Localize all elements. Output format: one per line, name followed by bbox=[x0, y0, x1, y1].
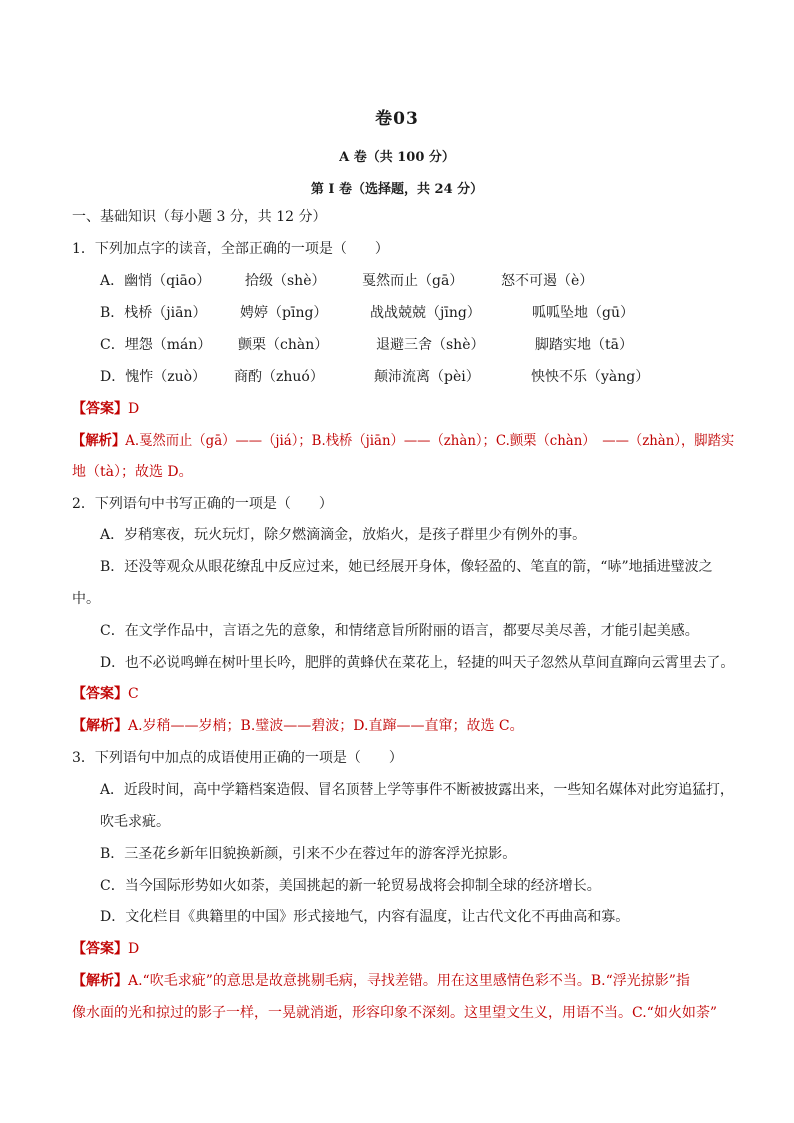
q1-b-2: 娉婷（pīng） bbox=[240, 305, 328, 321]
page-title: 卷03 bbox=[375, 109, 419, 129]
q3-option-b: B．三圣花乡新年旧貌换新颜，引来不少在蓉过年的游客浮光掠影。 bbox=[100, 846, 517, 862]
q1-c-2: 颤栗（chàn） bbox=[238, 337, 329, 353]
analysis-text: A.“吹毛求疵”的意思是故意挑剔毛病，寻找差错。用在这里感情色彩不当。B.“浮光掠影”指 bbox=[128, 973, 690, 989]
q3-option-c: C．当今国际形势如火如荼，美国挑起的新一轮贸易战将会抑制全球的经济增长。 bbox=[100, 878, 601, 894]
q3-option-a: A．近段时间，高中学籍档案造假、冒名顶替上学等事件不断被披露出来，一些知名媒体对此穷追猛打， bbox=[100, 782, 734, 798]
answer-value: D bbox=[128, 941, 140, 957]
q1-analysis-cont: 地（tà）；故选 D。 bbox=[72, 464, 193, 480]
answer-label: 【答案】 bbox=[72, 686, 128, 702]
q1-b-4: 呱呱坠地（gū） bbox=[532, 305, 634, 321]
q1-c-1: C．埋怨（mán） bbox=[100, 337, 212, 353]
answer-label: 【答案】 bbox=[72, 401, 128, 417]
q2-option-a: A．岁稍寒夜，玩火玩灯，除夕燃滴滴金，放焰火，是孩子群里少有例外的事。 bbox=[100, 527, 587, 543]
q2-analysis bbox=[72, 716, 524, 736]
q1-c-4: 脚踏实地（tā） bbox=[535, 337, 633, 353]
q2-stem: 2．下列语句中书写正确的一项是（ ） bbox=[72, 496, 333, 512]
q3-answer bbox=[72, 939, 139, 959]
q3-option-d: D．文化栏目《典籍里的中国》形式接地气，内容有温度，让古代文化不再曲高和寡。 bbox=[100, 909, 630, 925]
q1-stem: 1．下列加点字的读音，全部正确的一项是（ ） bbox=[72, 241, 389, 257]
q2-answer bbox=[72, 684, 139, 704]
q3-option-a-cont: 吹毛求疵。 bbox=[100, 814, 170, 830]
section-heading: 一、基础知识（每小题 3 分，共 12 分） bbox=[72, 209, 327, 225]
q2-option-b-cont: 中。 bbox=[72, 591, 100, 607]
q1-c-3: 退避三舍（shè） bbox=[376, 337, 485, 353]
analysis-label: 【解析】 bbox=[72, 718, 128, 734]
analysis-text: A.戛然而止（gā）——（jiá）；B.栈桥（jiān）——（zhàn）；C.颤栗（chàn） ——（zhàn），脚踏实 bbox=[125, 433, 735, 449]
q1-d-3: 颠沛流离（pèi） bbox=[374, 369, 480, 385]
q3-stem: 3．下列语句中加点的成语使用正确的一项是（ ） bbox=[72, 750, 403, 766]
q1-answer bbox=[72, 399, 139, 419]
q3-analysis bbox=[72, 971, 690, 991]
q1-a-3: 戛然而止（gā） bbox=[362, 273, 464, 289]
q2-option-b: B．还没等观众从眼花缭乱中反应过来，她已经展开身体，像轻盈的、笔直的箭，“哧”地插进璧波之 bbox=[100, 559, 713, 575]
q2-option-d: D．也不必说鸣蝉在树叶里长吟，肥胖的黄蜂伏在菜花上，轻捷的叫天子忽然从草间直蹿向云霄里去了。 bbox=[100, 655, 735, 671]
analysis-label: 【解析】 bbox=[72, 433, 126, 449]
q1-a-4: 怒不可遏（è） bbox=[501, 273, 594, 289]
analysis-text: A.岁稍——岁梢；B.璧波——碧波；D.直蹿——直窜；故选 C。 bbox=[128, 718, 524, 734]
q1-d-1: D．愧怍（zuò） bbox=[100, 369, 207, 385]
analysis-label: 【解析】 bbox=[72, 973, 128, 989]
q1-analysis bbox=[72, 431, 734, 451]
q1-d-4: 怏怏不乐（yàng） bbox=[531, 369, 650, 385]
answer-label: 【答案】 bbox=[72, 941, 128, 957]
q1-a-2: 拾级（shè） bbox=[245, 273, 326, 289]
part-subtitle: 第 I 卷（选择题，共 24 分） bbox=[310, 182, 484, 197]
answer-value: C bbox=[128, 686, 139, 702]
q1-b-3: 战战兢兢（jīng） bbox=[370, 305, 481, 321]
q1-a-1: A．幽悄（qiāo） bbox=[100, 273, 211, 289]
q3-analysis-cont: 像水面的光和掠过的影子一样，一晃就消逝，形容印象不深刻。这里望文生义，用语不当。C.“如火如荼” bbox=[72, 1005, 717, 1021]
answer-value: D bbox=[128, 401, 140, 417]
q2-option-c: C．在文学作品中，言语之先的意象，和情绪意旨所附丽的语言，都要尽美尽善，才能引起美感。 bbox=[100, 623, 699, 639]
q1-d-2: 商酌（zhuó） bbox=[234, 369, 324, 385]
paper-subtitle: A 卷（共 100 分） bbox=[339, 150, 455, 165]
q1-b-1: B．栈桥（jiān） bbox=[100, 305, 207, 321]
